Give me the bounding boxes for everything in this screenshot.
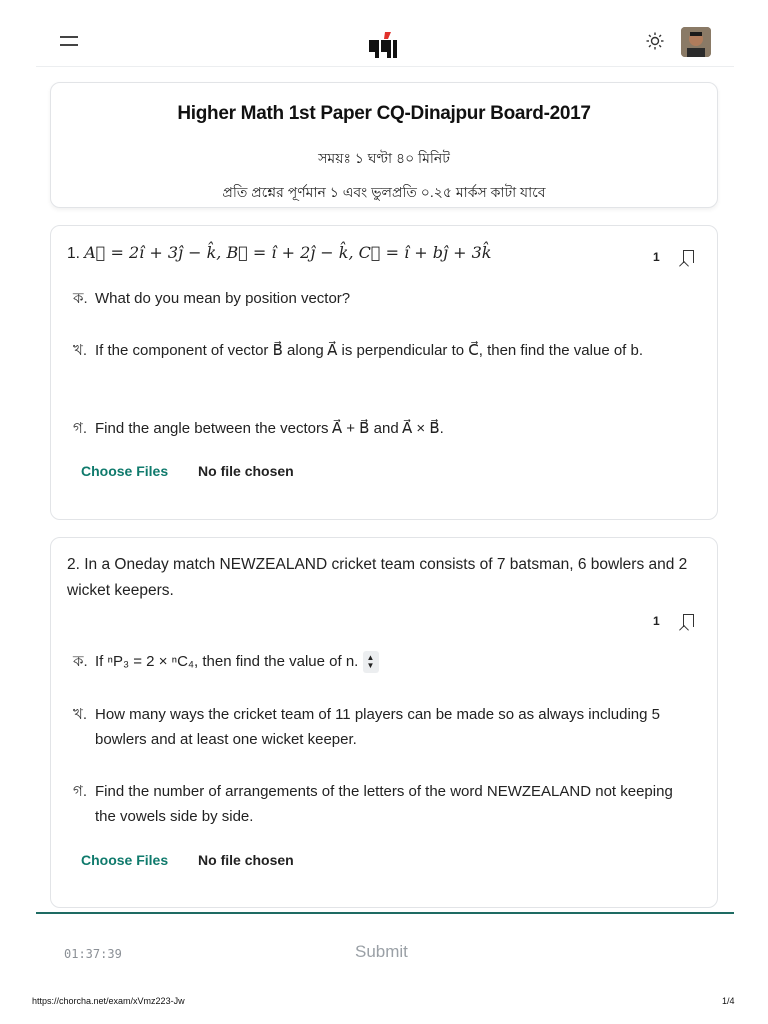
sun-icon[interactable] <box>646 32 664 55</box>
top-bar <box>36 18 734 67</box>
marks-badge: 1 <box>653 250 660 264</box>
exam-timer: 01:37:39 <box>64 947 122 961</box>
sub-question-kha: খ. How many ways the cricket team of 11 players can be made so as always including 5 bowlers and at least one wicket keeper. <box>73 706 660 748</box>
choose-files-button[interactable]: Choose Files <box>81 852 169 868</box>
bookmark-icon[interactable] <box>683 250 694 263</box>
footer-divider <box>36 912 734 914</box>
sub-question-ga: গ. Find the number of arrangements of the letters of the word NEWZEALAND not keeping the vowels side by side. <box>73 783 673 825</box>
bookmark-icon[interactable] <box>683 614 694 627</box>
page-counter: 1/4 <box>722 996 735 1006</box>
question-math: A⃗ = 2î + 3ĵ − k̂, B⃗ = î + 2ĵ − k̂, C⃗ = î + bĵ + 3k̂ <box>84 243 492 262</box>
sub-question-ka: ক. If ⁿP₃ = 2 × ⁿC₄, then find the value of n. ▲ ▼ <box>73 649 693 674</box>
question-stem: 2. In a Oneday match NEWZEALAND cricket team consists of 7 batsman, 6 bowlers and 2 wicket keepers. <box>67 556 688 599</box>
hamburger-menu-icon[interactable] <box>60 36 78 46</box>
submit-button[interactable]: Submit <box>355 942 408 961</box>
question-stem: 1. A⃗ = 2î + 3ĵ − k̂, B⃗ = î + 2ĵ − k̂, C⃗ = î + bĵ + 3k̂ <box>67 243 492 262</box>
sub-question-kha: খ. If the component of vector B⃗ along A⃗ is perpendicular to C⃗, then find the value of b. <box>73 342 644 359</box>
sub-question-ga: গ. Find the angle between the vectors A⃗ + B⃗ and A⃗ × B⃗. <box>73 420 444 437</box>
page-url: https://chorcha.net/exam/xVmz223-Jw <box>32 996 185 1006</box>
sub-question-ka: ক. What do you mean by position vector? <box>73 290 351 307</box>
marks-badge: 1 <box>653 614 660 628</box>
question-card-1 <box>50 225 718 520</box>
file-status: No file chosen <box>198 852 294 868</box>
file-upload <box>81 463 294 479</box>
choose-files-button[interactable]: Choose Files <box>81 463 169 479</box>
file-status: No file chosen <box>198 463 294 479</box>
user-avatar[interactable] <box>681 27 711 57</box>
file-upload <box>81 852 294 868</box>
exam-marking-rule: প্রতি প্রশ্নের পূর্ণমান ১ এবং ভুলপ্রতি ০.২৫ মার্কস কাটা যাবে <box>222 184 546 200</box>
question-card-2 <box>50 537 718 908</box>
exam-duration: সময়ঃ ১ ঘণ্টা ৪০ মিনিট <box>318 150 450 166</box>
number-stepper[interactable]: ▲ ▼ <box>363 651 379 673</box>
exam-title: Higher Math 1st Paper CQ-Dinajpur Board-2017 <box>177 103 591 124</box>
exam-info-card <box>50 82 718 208</box>
site-logo[interactable] <box>367 30 401 67</box>
